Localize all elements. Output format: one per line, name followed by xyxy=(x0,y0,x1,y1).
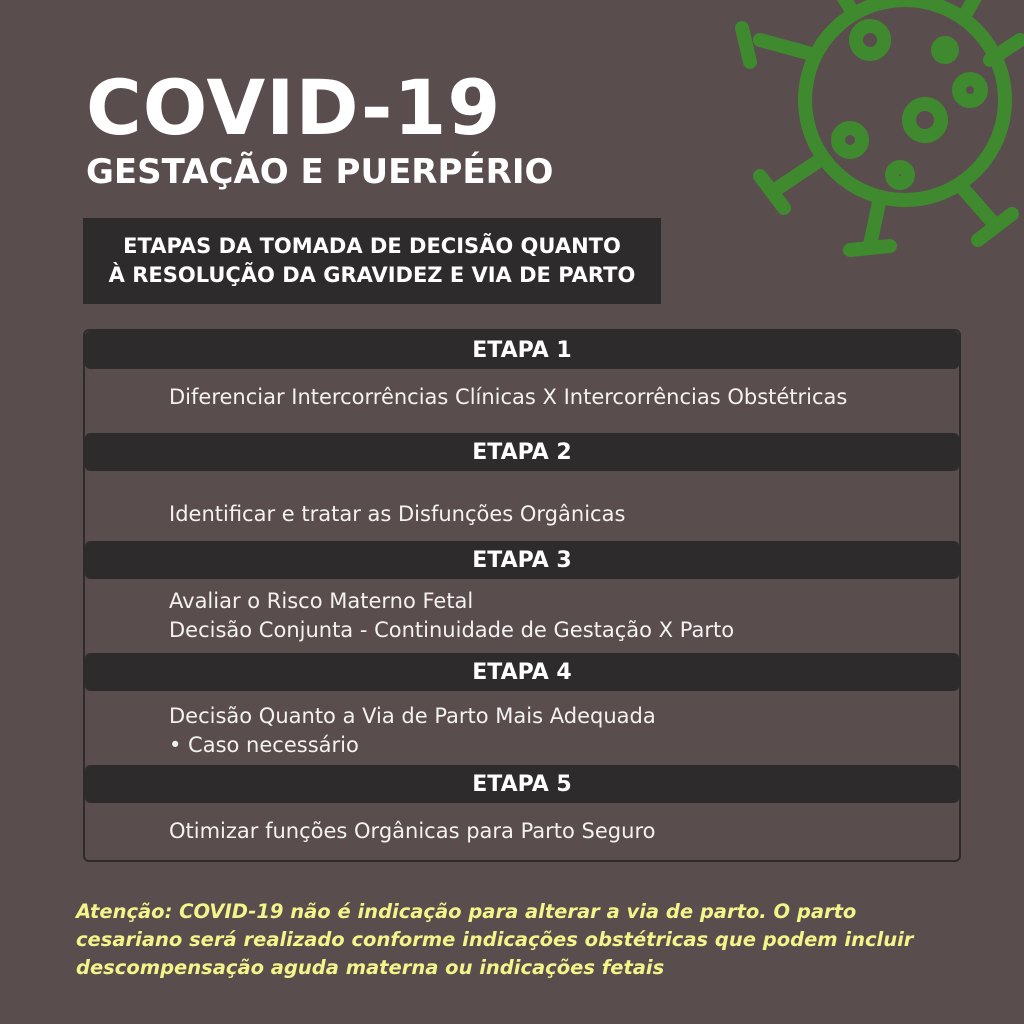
steps-panel xyxy=(83,329,961,862)
banner-line-1: ETAPAS DA TOMADA DE DECISÃO QUANTO xyxy=(123,234,621,258)
step-2-line-1: Identificar e tratar as Disfunções Orgânicas xyxy=(169,502,626,526)
step-1-line-1: Diferenciar Intercorrências Clínicas X Intercorrências Obstétricas xyxy=(169,385,848,409)
step-4-line-2: • Caso necessário xyxy=(169,733,359,757)
note-line-2: cesariano será realizado conforme indicações obstétricas que podem incluir xyxy=(76,928,914,951)
page-title: COVID-19 xyxy=(86,63,502,152)
step-1-header: ETAPA 1 xyxy=(85,331,959,369)
banner-line-2: À RESOLUÇÃO DA GRAVIDEZ E VIA DE PARTO xyxy=(108,263,636,287)
virus-icon xyxy=(720,0,1024,270)
step-5-line-1: Otimizar funções Orgânicas para Parto Seguro xyxy=(169,819,656,843)
step-1-text xyxy=(169,383,847,412)
page-subtitle: GESTAÇÃO E PUERPÉRIO xyxy=(86,152,554,192)
step-2-text xyxy=(169,500,625,529)
note-line-1: Atenção: COVID-19 não é indicação para alterar a via de parto. O parto xyxy=(76,900,857,923)
step-5-text xyxy=(169,817,655,846)
section-banner xyxy=(83,218,661,304)
step-4-header: ETAPA 4 xyxy=(85,653,959,691)
step-2-header: ETAPA 2 xyxy=(85,433,959,471)
step-4-line-1: Decisão Quanto a Via de Parto Mais Adequada xyxy=(169,704,656,728)
attention-note xyxy=(76,898,976,982)
step-3-line-1: Avaliar o Risco Materno Fetal xyxy=(169,589,474,613)
step-5-header: ETAPA 5 xyxy=(85,765,959,803)
step-3-header: ETAPA 3 xyxy=(85,541,959,579)
note-line-3: descompensação aguda materna ou indicações fetais xyxy=(76,956,665,979)
step-4-text xyxy=(169,702,656,760)
step-3-line-2: Decisão Conjunta - Continuidade de Gestação X Parto xyxy=(169,618,735,642)
step-3-text xyxy=(169,587,734,645)
